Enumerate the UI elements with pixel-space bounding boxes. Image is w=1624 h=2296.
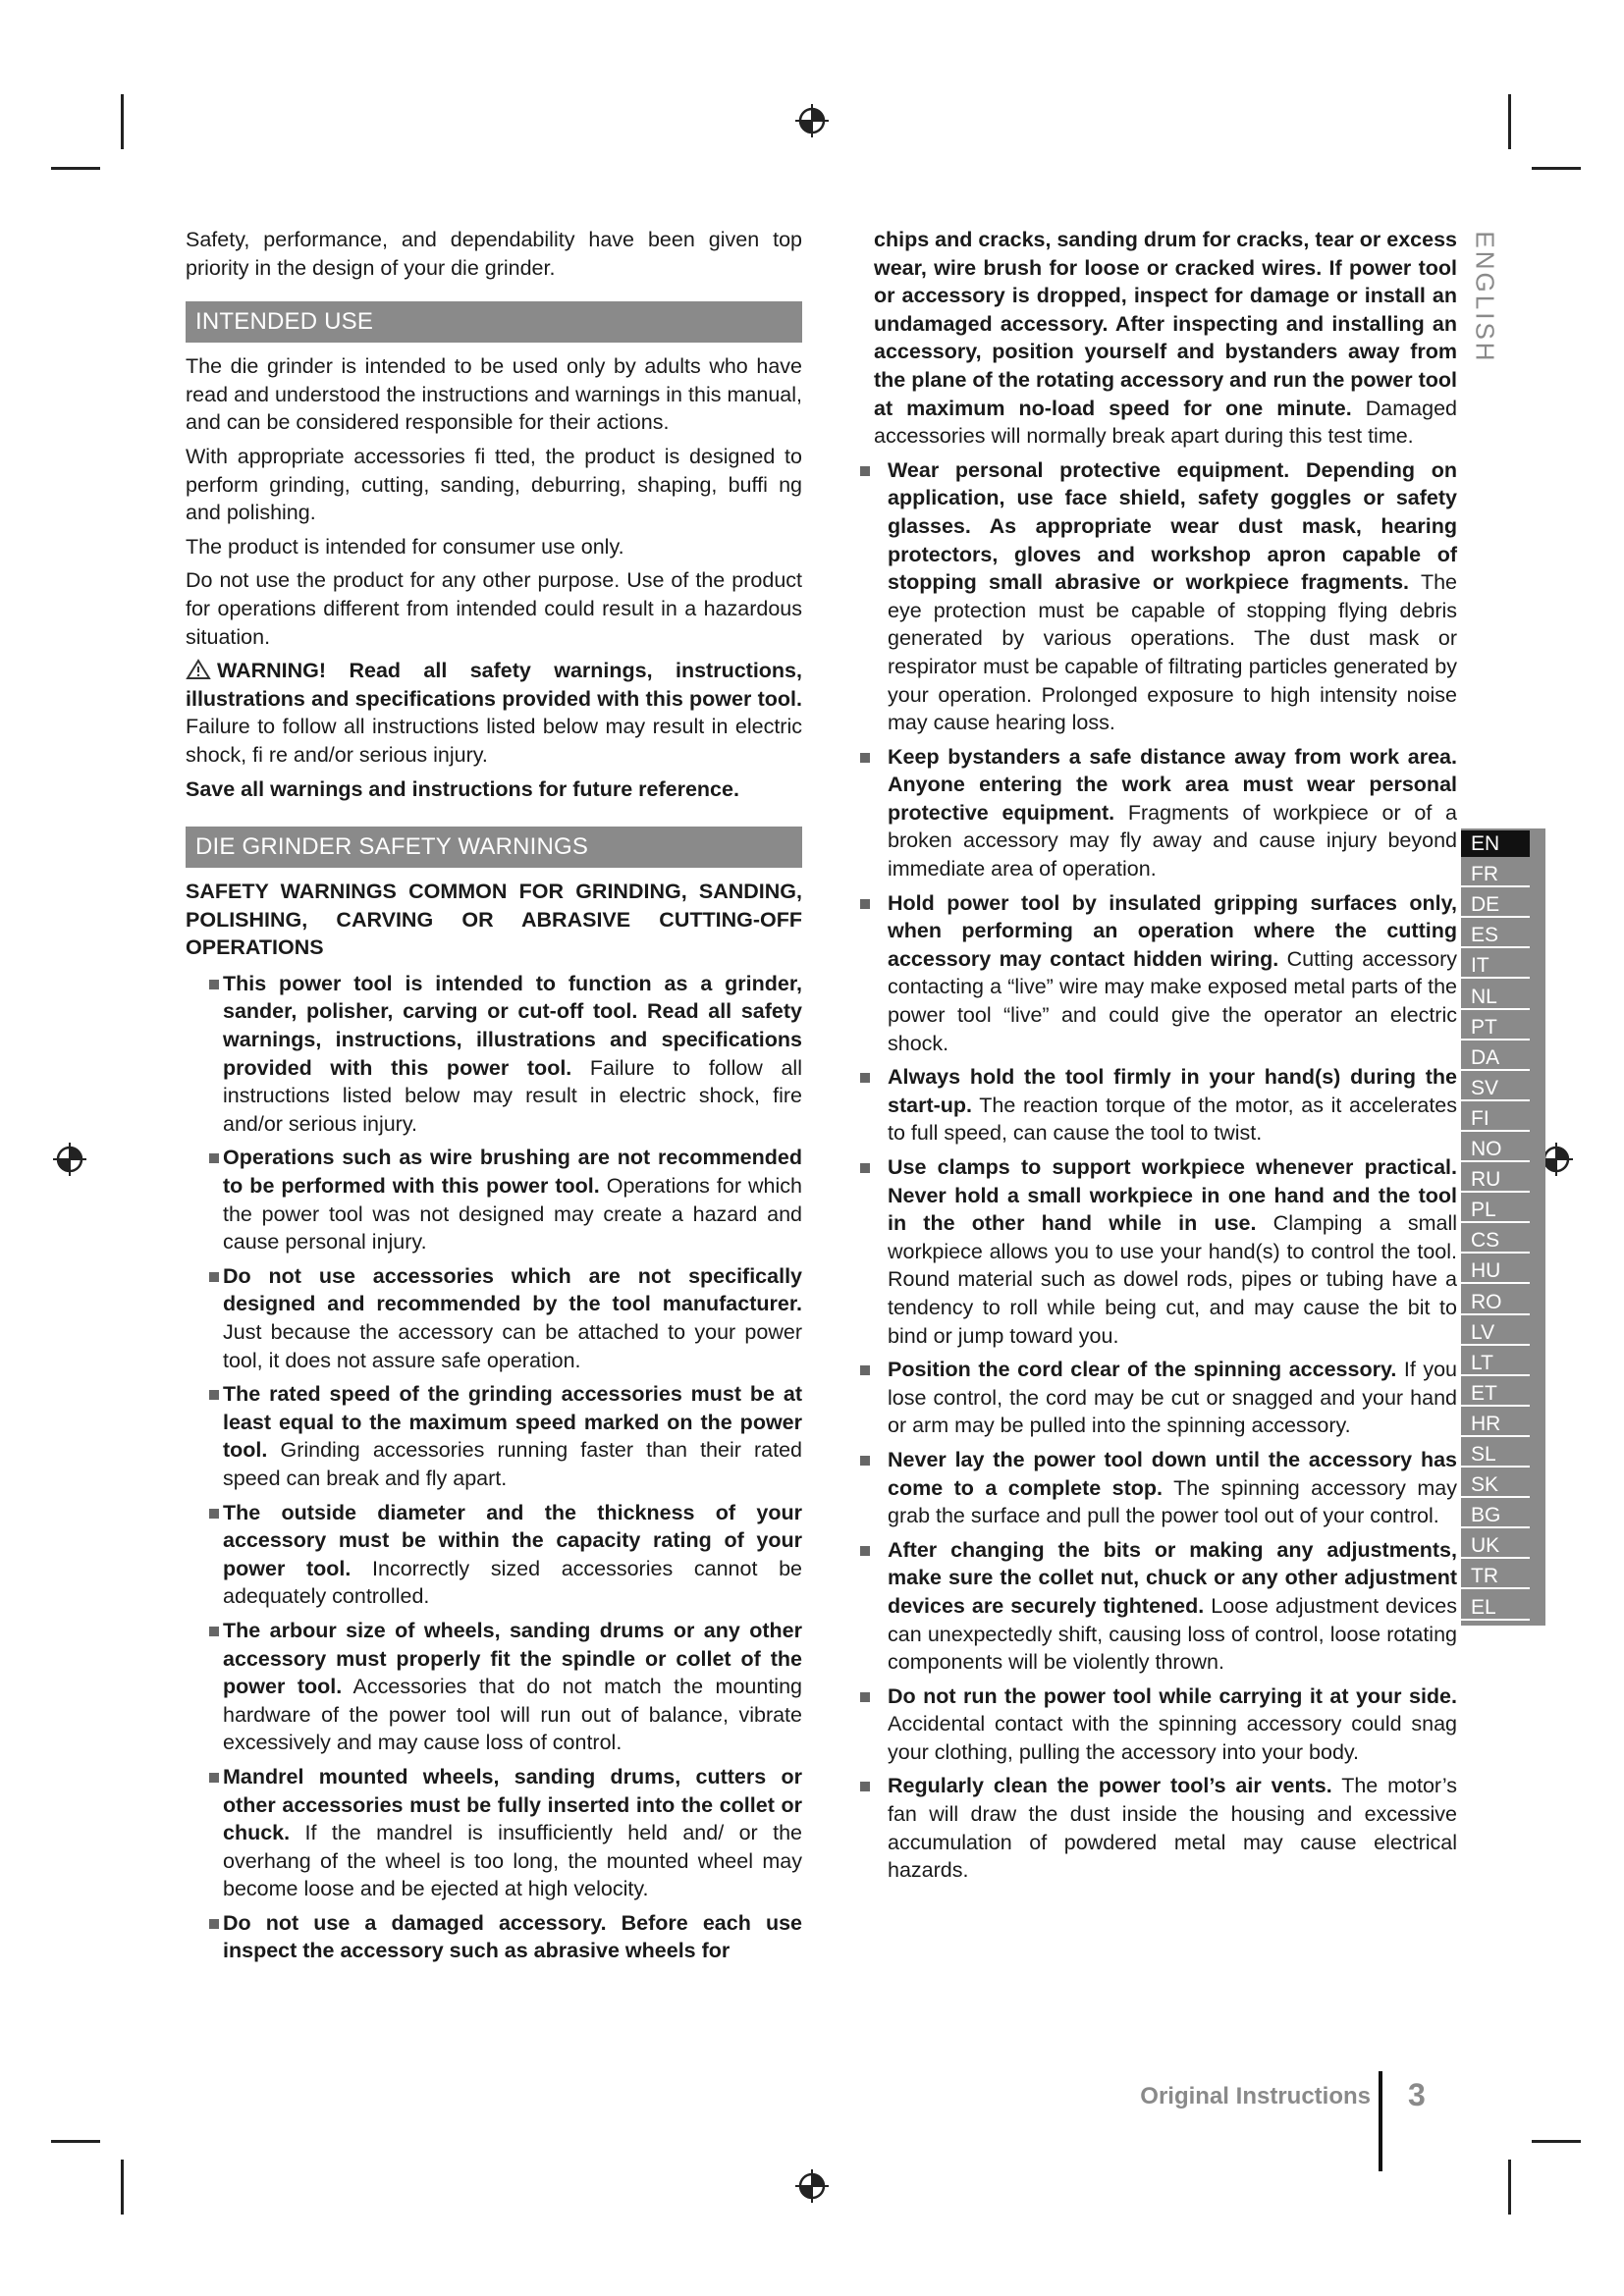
list-item: After changing the bits or making any adjustments, make sure the collet nut, chuck or any other adjustment devices are securely tightened. Loose adjustment devices can unexpectedly shift, causing loss of control, loose rotating components will be violently thrown.: [874, 1536, 1457, 1677]
page-number: 3: [1408, 2077, 1426, 2112]
list-item: Always hold the tool firmly in your hand(s) during the start-up. The reaction torque of the motor, as it accelerates to full speed, can cause the tool to twist.: [874, 1063, 1457, 1148]
bullet-icon: [860, 1163, 870, 1173]
language-tab-tr[interactable]: TR: [1461, 1563, 1530, 1589]
language-tab-en[interactable]: EN: [1461, 830, 1530, 857]
bullet-icon: [860, 1456, 870, 1466]
language-tab-cs[interactable]: CS: [1461, 1227, 1530, 1254]
registration-mark-left: [51, 1141, 88, 1178]
bullet-icon: [209, 1153, 219, 1163]
list-item: The rated speed of the grinding accessories must be at least equal to the maximum speed marked on the power tool. Grinding accessories running faster than their rated speed can break and fly apart.: [186, 1380, 802, 1492]
language-tab-sk[interactable]: SK: [1461, 1471, 1530, 1498]
footer-divider: [1379, 2071, 1382, 2171]
list-item: Regularly clean the power tool’s air vents. The motor’s fan will draw the dust inside the housing and excessive accumulation of powdered metal may cause electrical hazards.: [874, 1772, 1457, 1884]
list-item: The outside diameter and the thickness of your accessory must be within the capacity rating of your power tool. Incorrectly sized accessories cannot be adequately controlled.: [186, 1499, 802, 1611]
safety-warnings-header: DIE GRINDER SAFETY WARNINGS: [186, 827, 802, 868]
bullet-icon: [860, 1365, 870, 1375]
bullet-icon: [209, 1272, 219, 1282]
bullet-icon: [209, 1509, 219, 1519]
language-tab-pt[interactable]: PT: [1461, 1014, 1530, 1041]
language-tab-fi[interactable]: FI: [1461, 1105, 1530, 1132]
language-tab-hu[interactable]: HU: [1461, 1257, 1530, 1284]
save-instructions: Save all warnings and instructions for future reference.: [186, 776, 739, 801]
list-item: This power tool is intended to function as a grinder, sander, polisher, carving or cut-off tool. Read all safety warnings, instructions, illustrations and specifications provided with this power tool. Failure to follow all instructions listed below may result in electric shock, fire and/or serious injury.: [186, 970, 802, 1139]
continuation-paragraph: chips and cracks, sanding drum for cracks, tear or excess wear, wire brush for loose or cracked wires. If power tool or accessory is dropped, inspect for damage or install an undamaged accessory. After inspecting and installing an accessory, position yourself and bystanders away from the plane of the rotating accessory and run the power tool at maximum no-load speed for one minute. Damaged accessories will normally break apart during this test time.: [874, 228, 1457, 449]
language-tab-es[interactable]: ES: [1461, 922, 1530, 948]
list-item: Do not use a damaged accessory. Before each use inspect the accessory such as abrasive wheels for: [186, 1909, 802, 1965]
intro-paragraph: Safety, performance, and dependability have been given top priority in the design of your die grinder.: [186, 228, 802, 280]
warning-text: Failure to follow all instructions listed below may result in electric shock, fi re and/or serious injury.: [186, 715, 802, 767]
language-tab-et[interactable]: ET: [1461, 1380, 1530, 1407]
bullet-icon: [209, 980, 219, 989]
language-side-label: ENGLISH: [1470, 231, 1500, 364]
left-bullet-list: [186, 970, 802, 1965]
left-column: [186, 226, 802, 1971]
language-tab-sl[interactable]: SL: [1461, 1441, 1530, 1468]
list-item: The arbour size of wheels, sanding drums or any other accessory must properly fit the spindle or collet of the power tool. Accessories that do not match the mounting hardware of the power tool will run out of balance, vibrate excessively and may cause loss of control.: [186, 1617, 802, 1757]
list-item: Never lay the power tool down until the accessory has come to a complete stop. The spinning accessory may grab the surface and pull the power tool out of your control.: [874, 1446, 1457, 1530]
language-tab-lt[interactable]: LT: [1461, 1350, 1530, 1376]
language-tab-no[interactable]: NO: [1461, 1136, 1530, 1162]
crop-mark-bl-h: [51, 2140, 100, 2143]
right-column: [874, 226, 1457, 1891]
list-item: Wear personal protective equipment. Depending on application, use face shield, safety goggles or safety glasses. As appropriate wear dust mask, hearing protectors, gloves and workshop apron capable of stopping small abrasive or workpiece fragments. The eye protection must be capable of stopping flying debris generated by various operations. The dust mask or respirator must be capable of filtrating particles generated by your operation. Prolonged exposure to high intensity noise may cause hearing loss.: [874, 456, 1457, 737]
language-tab-fr[interactable]: FR: [1461, 861, 1530, 887]
footer-label: Original Instructions: [1140, 2083, 1371, 2109]
language-tab-sv[interactable]: SV: [1461, 1075, 1530, 1101]
language-tab-nl[interactable]: NL: [1461, 984, 1530, 1010]
language-tab-bg[interactable]: BG: [1461, 1502, 1530, 1528]
bullet-icon: [209, 1390, 219, 1400]
list-item: Use clamps to support workpiece whenever practical. Never hold a small workpiece in one hand and the tool in the other hand while in use. Clamping a small workpiece allows you to use your hand(s) to control the tool. Round material such as dowel rods, pipes or tubing have a tendency to roll while being cut, and may cause the bit to bind or jump toward you.: [874, 1153, 1457, 1350]
warning-triangle-icon: [186, 659, 211, 680]
registration-mark-bottom: [793, 2167, 831, 2205]
bullet-icon: [209, 1773, 219, 1783]
bullet-icon: [860, 1692, 870, 1702]
language-tab-de[interactable]: DE: [1461, 891, 1530, 918]
crop-mark-tr-v: [1508, 94, 1511, 149]
list-item: Operations such as wire brushing are not recommended to be performed with this power tool. Operations for which the power tool was not designed may create a hazard and cause personal injury.: [186, 1144, 802, 1255]
bullet-icon: [860, 1546, 870, 1556]
registration-mark-top: [793, 102, 831, 139]
list-item: Do not use accessories which are not specifically designed and recommended by the tool manufacturer. Just because the accessory can be attached to your power tool, it does not assure safe operation.: [186, 1262, 802, 1374]
crop-mark-tl-h: [51, 167, 100, 170]
list-item: Hold power tool by insulated gripping surfaces only, when performing an operation where the cutting accessory may contact hidden wiring. Cutting accessory contacting a “live” wire may make exposed metal parts of the power tool “live” and could give the operator an electric shock.: [874, 889, 1457, 1058]
intended-use-paragraph-2: With appropriate accessories fi tted, the product is designed to perform grinding, cutting, sanding, deburring, shaping, buffi ng and polishing.: [186, 444, 802, 525]
warning-bold-text: WARNING! Read all safety warnings, instructions, illustrations and specifications provided with this power tool.: [186, 659, 802, 711]
bullet-icon: [860, 466, 870, 476]
language-tab-uk[interactable]: UK: [1461, 1532, 1530, 1559]
crop-mark-tl-v: [121, 94, 124, 149]
language-tab-ru[interactable]: RU: [1461, 1166, 1530, 1193]
bullet-icon: [209, 1627, 219, 1636]
language-tab-el[interactable]: EL: [1461, 1594, 1530, 1621]
bullet-icon: [860, 1782, 870, 1791]
intended-use-paragraph-1: The die grinder is intended to be used only by adults who have read and understood the instructions and warnings in this manual, and can be considered responsible for their actions.: [186, 354, 802, 435]
language-tab-hr[interactable]: HR: [1461, 1411, 1530, 1437]
intended-use-header: INTENDED USE: [186, 301, 802, 343]
bullet-icon: [860, 899, 870, 909]
crop-mark-br-h: [1532, 2140, 1581, 2143]
safety-subheading: SAFETY WARNINGS COMMON FOR GRINDING, SANDING, POLISHING, CARVING OR ABRASIVE CUTTING-OFF OPERATIONS: [186, 880, 802, 960]
bullet-icon: [209, 1919, 219, 1929]
crop-mark-br-v: [1508, 2160, 1511, 2215]
bullet-icon: [860, 753, 870, 763]
language-tab-da[interactable]: DA: [1461, 1044, 1530, 1071]
language-tab-ro[interactable]: RO: [1461, 1289, 1530, 1315]
list-item: Keep bystanders a safe distance away from work area. Anyone entering the work area must wear personal protective equipment. Fragments of workpiece or of a broken accessory may fly away and cause injury beyond immediate area of operation.: [874, 743, 1457, 883]
list-item: Mandrel mounted wheels, sanding drums, cutters or other accessories must be fully inserted into the collet or chuck. If the mandrel is insufficiently held and/ or the overhang of the wheel is too long, the mounted wheel may become loose and be ejected at high velocity.: [186, 1763, 802, 1903]
language-tabs: [1461, 828, 1545, 1626]
intended-use-paragraph-3: The product is intended for consumer use only.: [186, 534, 624, 559]
list-item: Do not run the power tool while carrying it at your side. Accidental contact with the spinning accessory could snag your clothing, pulling the accessory into your body.: [874, 1682, 1457, 1767]
language-tab-lv[interactable]: LV: [1461, 1319, 1530, 1346]
warning-paragraph: [186, 657, 802, 769]
language-tab-pl[interactable]: PL: [1461, 1197, 1530, 1223]
language-tab-it[interactable]: IT: [1461, 952, 1530, 979]
bullet-icon: [860, 1073, 870, 1083]
crop-mark-tr-h: [1532, 167, 1581, 170]
list-item: Position the cord clear of the spinning accessory. If you lose control, the cord may be cut or snagged and your hand or arm may be pulled into the spinning accessory.: [874, 1356, 1457, 1440]
intended-use-paragraph-4: Do not use the product for any other purpose. Use of the product for operations different from intended could result in a hazardous situation.: [186, 568, 802, 649]
crop-mark-bl-v: [121, 2160, 124, 2215]
